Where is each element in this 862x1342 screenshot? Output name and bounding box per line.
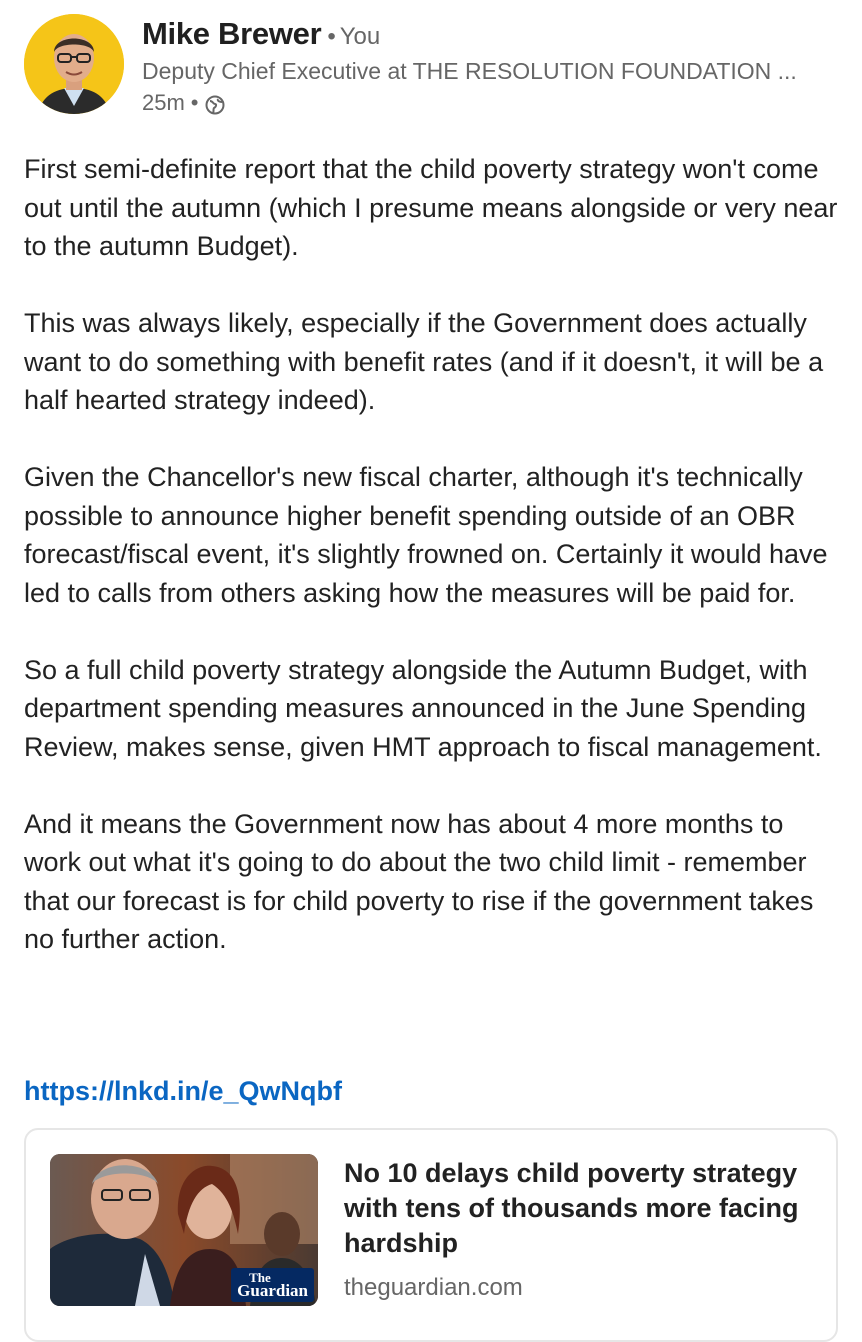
guardian-logo-name: Guardian bbox=[237, 1281, 308, 1300]
post-header bbox=[24, 14, 842, 124]
author-name-line bbox=[142, 14, 842, 54]
post-paragraph: So a full child poverty strategy alongside the Autumn Budget, with department spending measures announced in the June Spending Review, makes sense, given HMT approach to fiscal management. bbox=[24, 654, 822, 762]
post-link[interactable]: https://lnkd.in/e_QwNqbf bbox=[24, 1076, 342, 1106]
author-info bbox=[142, 14, 842, 118]
post-paragraph: This was always likely, especially if the Government does actually want to do something with benefit rates (and if it doesn't, it will be a half hearted strategy indeed). bbox=[24, 308, 824, 415]
post-paragraph: And it means the Government now has about 4 more months to work out what it's going to do about the two child limit - remember that our forecast is for child poverty to rise if the government takes no further action. bbox=[24, 808, 814, 954]
preview-source: theguardian.com bbox=[344, 1274, 523, 1301]
name-separator: • bbox=[327, 23, 336, 50]
preview-title[interactable]: No 10 delays child poverty strategy with tens of thousands more facing hardship bbox=[344, 1158, 799, 1258]
globe-icon bbox=[205, 93, 225, 113]
connection-degree: You bbox=[339, 23, 381, 50]
avatar-portrait bbox=[24, 14, 124, 114]
post-body bbox=[24, 150, 842, 997]
post-paragraph: First semi-definite report that the child poverty strategy won't come out until the autumn (which I presume means alongside or very near to the autumn Budget). bbox=[24, 154, 838, 261]
post-time: 25m bbox=[142, 90, 185, 115]
guardian-logo bbox=[231, 1268, 314, 1302]
meta-separator: • bbox=[190, 90, 199, 115]
preview-thumbnail bbox=[50, 1154, 318, 1306]
author-avatar[interactable] bbox=[24, 14, 124, 114]
author-headline: Deputy Chief Executive at THE RESOLUTION FOUNDATION ... bbox=[142, 58, 797, 84]
author-name[interactable]: Mike Brewer bbox=[142, 16, 322, 51]
post-paragraph: Given the Chancellor's new fiscal charter, although it's technically possible to announce higher benefit spending outside of an OBR forecast/fiscal event, it's slightly frowned on. Certainly it would have led to calls from others asking how the measures will be paid for. bbox=[24, 462, 828, 608]
post-meta bbox=[142, 88, 842, 118]
link-preview-card[interactable] bbox=[24, 1128, 838, 1342]
guardian-logo-the: The bbox=[249, 1270, 271, 1285]
